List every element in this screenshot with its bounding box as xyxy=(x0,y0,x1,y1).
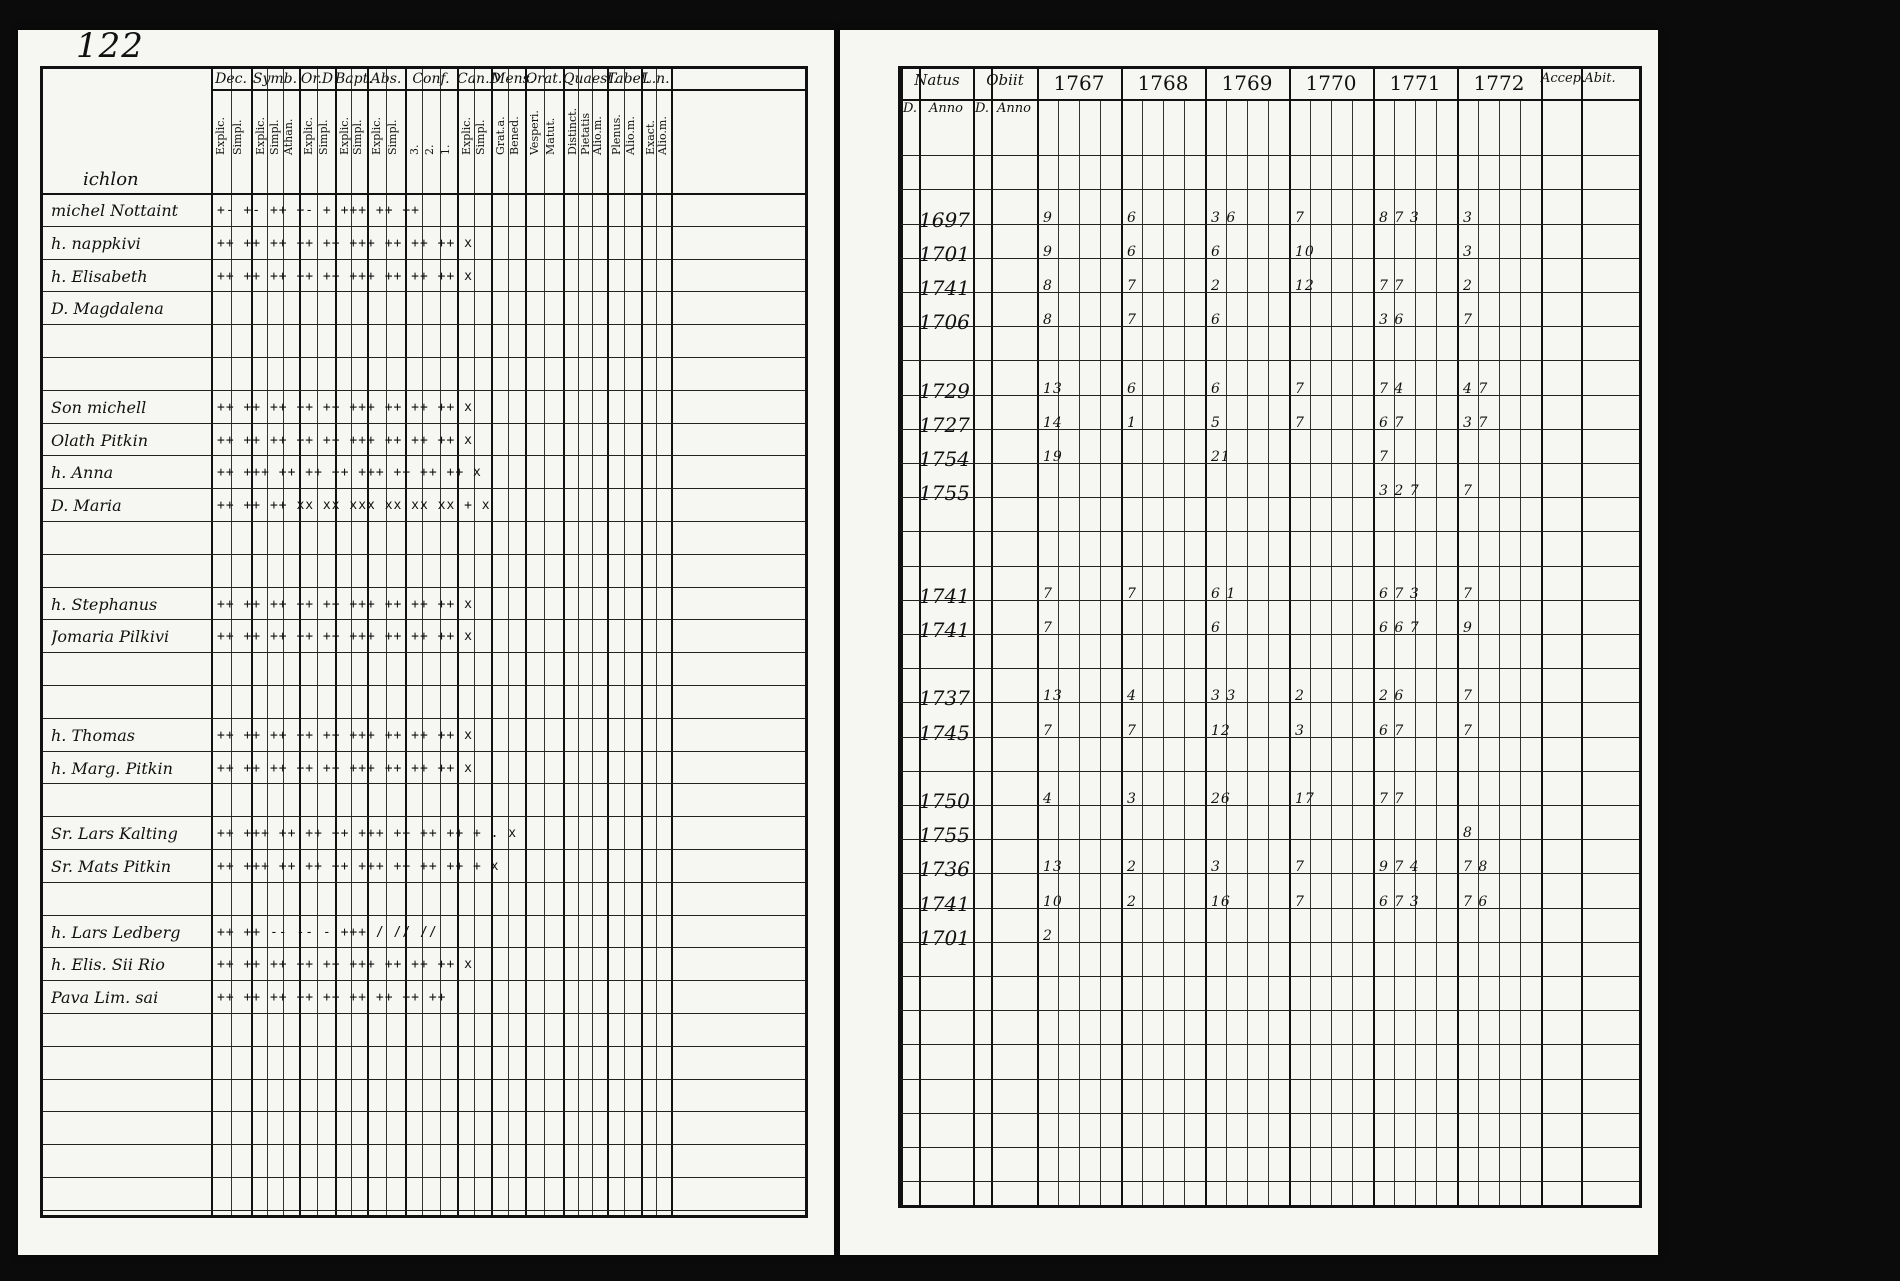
row-rule xyxy=(43,685,805,686)
year-sub-divider xyxy=(1142,99,1143,1205)
column-subheader: Explic. xyxy=(302,117,315,155)
attendance-value: 9 xyxy=(1043,209,1053,226)
row-rule xyxy=(43,849,805,850)
year-sub-divider xyxy=(1163,99,1164,1205)
column-divider xyxy=(525,69,527,1215)
birth-year: 1741 xyxy=(919,583,970,608)
attendance-value: 6 xyxy=(1211,243,1221,260)
attendance-value: 7 xyxy=(1379,449,1389,465)
person-name: Jomaria Pilkivi xyxy=(51,627,170,647)
attendance-value: 19 xyxy=(1043,449,1063,465)
row-rule xyxy=(43,291,805,292)
attendance-value: 7 xyxy=(1043,585,1053,602)
column-subheader: Simpl. xyxy=(317,119,330,155)
attendance-value: 8 7 3 xyxy=(1379,209,1420,226)
register-ledger xyxy=(898,66,1642,1208)
column-subheader: Vesperi. xyxy=(528,110,541,155)
person-name: h. Thomas xyxy=(51,725,136,745)
year-header: 1768 xyxy=(1137,71,1189,95)
person-name: Sr. Mats Pitkin xyxy=(51,857,172,876)
attendance-value: 7 xyxy=(1295,209,1305,226)
attendance-value: 9 xyxy=(1043,243,1053,260)
abit-header: Abit. xyxy=(1584,71,1616,86)
attendance-value: 7 8 xyxy=(1463,859,1489,876)
row-rule xyxy=(43,1013,805,1014)
person-name: h. Anna xyxy=(51,463,114,483)
year-sub-divider xyxy=(1415,99,1416,1205)
attendance-value: 3 6 xyxy=(1379,312,1405,329)
person-name: h. Marg. Pitkin xyxy=(51,758,173,778)
row-rule xyxy=(901,463,1639,464)
row-rule xyxy=(43,783,805,784)
row-rule xyxy=(43,423,805,424)
birth-year: 1741 xyxy=(919,618,970,642)
attendance-value: 6 7 3 xyxy=(1379,893,1420,910)
attendance-value: 7 xyxy=(1295,414,1305,431)
column-header: Dec. xyxy=(215,71,247,87)
header-rule xyxy=(43,193,805,195)
row-rule xyxy=(901,1181,1639,1182)
page-number: 122 xyxy=(76,26,144,66)
column-subheader: Exact. xyxy=(644,120,657,155)
year-divider xyxy=(1205,69,1207,1205)
row-rule xyxy=(901,326,1639,327)
row-rule xyxy=(901,702,1639,703)
row-rule xyxy=(43,259,805,260)
exam-marks: ++ ++ ++ ++ ++ +++ ++ ++ ++ x xyxy=(217,432,473,448)
attendance-value: 6 xyxy=(1127,380,1137,397)
column-subheader: Explic. xyxy=(214,117,227,155)
person-name: Son michell xyxy=(51,397,147,417)
attendance-value: 4 xyxy=(1127,688,1137,705)
catechism-ledger xyxy=(40,66,808,1218)
attendance-value: 14 xyxy=(1043,414,1063,431)
attendance-value: 7 xyxy=(1127,278,1137,294)
attendance-value: 3 xyxy=(1463,243,1473,260)
exam-marks: ++ +++ ++ ++ ++ +++ ++ ++ ++ x xyxy=(217,465,482,481)
row-rule xyxy=(43,980,805,981)
column-divider xyxy=(563,69,565,1215)
birth-year: 1706 xyxy=(919,310,970,335)
row-rule xyxy=(43,324,805,325)
row-rule xyxy=(901,771,1639,772)
person-name: Sr. Lars Kalting xyxy=(51,824,178,844)
birth-year: 1701 xyxy=(919,241,970,266)
exam-marks: ++ +++ ++ ++ ++ +++ ++ ++ ++ + x xyxy=(217,859,500,874)
birth-year: 1736 xyxy=(919,857,970,882)
column-divider xyxy=(901,69,903,1205)
attendance-value: 12 xyxy=(1295,278,1315,294)
attendance-value: 7 xyxy=(1127,722,1137,739)
attendance-value: 6 xyxy=(1211,380,1221,397)
attendance-value: 26 xyxy=(1211,791,1231,807)
person-name: h. Stephanus xyxy=(51,594,158,614)
year-sub-divider xyxy=(1226,99,1227,1205)
natus-anno-subheader: Anno xyxy=(929,101,963,116)
row-rule xyxy=(43,947,805,948)
row-rule xyxy=(43,619,805,620)
attendance-value: 4 7 xyxy=(1463,380,1489,397)
birth-year: 1727 xyxy=(919,412,970,437)
attendance-value: 7 xyxy=(1463,483,1473,500)
attendance-value: 7 xyxy=(1295,893,1305,910)
natus-header: Natus xyxy=(914,71,960,89)
sub-divider xyxy=(592,69,593,1215)
column-subheader: 1. xyxy=(438,144,452,155)
person-name: h. Elisabeth xyxy=(51,266,148,286)
attendance-value: 13 xyxy=(1043,688,1063,705)
row-rule xyxy=(901,668,1639,669)
column-subheader: Simpl. xyxy=(351,119,364,155)
row-rule xyxy=(43,1079,805,1080)
attendance-value: 7 xyxy=(1463,688,1473,705)
year-sub-divider xyxy=(1268,99,1269,1205)
column-header: Abs. xyxy=(370,71,402,87)
names-column-header: ichlon xyxy=(83,169,139,190)
attendance-value: 7 xyxy=(1463,585,1473,602)
row-rule xyxy=(901,839,1639,840)
column-divider xyxy=(491,69,493,1215)
year-header: 1771 xyxy=(1389,71,1441,95)
attendance-value: 6 7 xyxy=(1379,722,1405,739)
column-header: Orat. xyxy=(525,71,563,87)
sub-divider xyxy=(624,69,625,1215)
year-divider xyxy=(1037,69,1039,1205)
row-rule xyxy=(901,497,1639,498)
attendance-value: 3 7 xyxy=(1463,414,1489,431)
person-name: Olath Pitkin xyxy=(51,430,149,450)
row-rule xyxy=(901,292,1639,293)
year-header: 1772 xyxy=(1473,71,1525,95)
row-rule xyxy=(43,718,805,719)
row-rule xyxy=(901,634,1639,635)
sub-divider xyxy=(656,69,657,1215)
row-rule xyxy=(43,390,805,391)
attendance-value: 7 xyxy=(1295,859,1305,876)
row-rule xyxy=(901,737,1639,738)
obiit-header: Obiit xyxy=(986,71,1024,89)
column-header: Can.D xyxy=(457,71,501,87)
sub-divider xyxy=(508,69,509,1215)
birth-year: 1697 xyxy=(919,207,970,232)
sub-divider xyxy=(578,69,579,1215)
column-header: Bapt. xyxy=(335,71,373,87)
year-sub-divider xyxy=(1184,99,1185,1205)
exam-marks: ++ ++ ++ ++ ++ +++ ++ ++ ++ x xyxy=(217,629,473,645)
year-header: 1769 xyxy=(1221,71,1273,95)
year-divider xyxy=(1457,69,1459,1205)
year-header: 1770 xyxy=(1305,71,1357,95)
year-sub-divider xyxy=(1058,99,1059,1205)
attendance-value: 3 xyxy=(1127,791,1137,807)
attendance-value: 5 xyxy=(1211,414,1221,431)
year-sub-divider xyxy=(1247,99,1248,1205)
exam-marks: ++ ++ ++ ++ ++ +++ ++ ++ ++ x xyxy=(217,268,473,284)
column-divider xyxy=(1541,69,1543,1205)
year-header: 1767 xyxy=(1053,71,1105,95)
row-rule xyxy=(43,1144,805,1145)
person-name: h. Elis. Sii Rio xyxy=(51,955,165,975)
exam-marks: ++ ++ ++ ++ ++ +++ ++ ++ ++ x xyxy=(217,235,473,251)
row-rule xyxy=(901,429,1639,430)
year-sub-divider xyxy=(1331,99,1332,1205)
birth-year: 1754 xyxy=(919,447,970,471)
attendance-value: 7 xyxy=(1043,620,1053,636)
attendance-value: 7 xyxy=(1127,585,1137,602)
attendance-value: 6 xyxy=(1127,243,1137,260)
row-rule xyxy=(901,258,1639,259)
exam-marks: ++ ++ -- -- - +++ / // // xyxy=(217,924,438,940)
attendance-value: 3 xyxy=(1295,722,1305,739)
row-rule xyxy=(43,488,805,489)
column-subheader: Explic. xyxy=(460,117,473,155)
row-rule xyxy=(901,908,1639,909)
attendance-value: 2 xyxy=(1127,859,1137,876)
column-subheader: Simpl. xyxy=(386,119,399,155)
person-name: D. Magdalena xyxy=(51,299,164,319)
attendance-value: 6 6 7 xyxy=(1379,620,1420,636)
exam-marks: ++ ++ ++ ++ ++ +++ ++ ++ ++ x xyxy=(217,727,473,743)
row-rule xyxy=(901,805,1639,806)
year-sub-divider xyxy=(1499,99,1500,1205)
column-divider xyxy=(607,69,609,1215)
attendance-value: 3 xyxy=(1463,209,1473,226)
birth-year: 1737 xyxy=(919,686,970,711)
row-rule xyxy=(901,566,1639,567)
obiit-anno-subheader: Anno xyxy=(997,101,1031,116)
row-rule xyxy=(901,873,1639,874)
row-rule xyxy=(901,1147,1639,1148)
birth-year: 1755 xyxy=(919,823,970,848)
year-sub-divider xyxy=(1100,99,1101,1205)
exam-marks: ++ +++ ++ ++ ++ +++ ++ ++ ++ + . x xyxy=(217,826,518,842)
attendance-value: 6 xyxy=(1211,312,1221,329)
attendance-value: 3 3 xyxy=(1211,688,1237,705)
column-subheader: Explic. xyxy=(370,117,383,155)
column-divider xyxy=(1581,69,1583,1205)
birth-year: 1745 xyxy=(919,720,970,745)
column-header: Mens. xyxy=(491,71,535,87)
year-sub-divider xyxy=(1079,99,1080,1205)
attendance-value: 2 xyxy=(1043,927,1053,944)
row-rule xyxy=(43,455,805,456)
row-rule xyxy=(43,357,805,358)
row-rule xyxy=(43,1046,805,1047)
row-rule xyxy=(43,882,805,883)
column-header: Symb. xyxy=(252,71,298,87)
attendance-value: 21 xyxy=(1211,449,1231,465)
year-sub-divider xyxy=(1520,99,1521,1205)
person-name: D. Maria xyxy=(51,496,122,516)
birth-year: 1741 xyxy=(919,276,970,300)
row-rule xyxy=(901,1010,1639,1011)
header-rule xyxy=(901,99,1639,101)
attendance-value: 9 xyxy=(1463,620,1473,636)
attendance-value: 13 xyxy=(1043,380,1063,397)
attendance-value: 7 xyxy=(1043,722,1053,739)
exam-marks: ++ ++ ++ ++ ++ ++ ++ ++ ++ xyxy=(217,990,447,1006)
column-divider xyxy=(991,69,993,1205)
column-header: Conf. xyxy=(412,71,450,87)
attendance-value: 6 1 xyxy=(1211,585,1237,602)
attendance-value: 6 7 xyxy=(1379,414,1405,431)
attendance-value: 1 xyxy=(1127,414,1137,431)
column-subheader: Athan. xyxy=(282,118,295,155)
sub-divider xyxy=(544,69,545,1215)
column-divider xyxy=(973,69,975,1205)
row-rule xyxy=(901,224,1639,225)
column-subheader: Simpl. xyxy=(268,119,281,155)
birth-year: 1701 xyxy=(919,925,970,950)
column-subheader: Explic. xyxy=(338,117,351,155)
exam-marks: ++ ++ ++ ++ ++ +++ ++ ++ ++ x xyxy=(217,596,473,612)
year-divider xyxy=(1289,69,1291,1205)
row-rule xyxy=(901,942,1639,943)
row-rule xyxy=(901,155,1639,156)
year-sub-divider xyxy=(1478,99,1479,1205)
natus-d-subheader: D. xyxy=(902,101,918,116)
row-rule xyxy=(43,226,805,227)
birth-year: 1729 xyxy=(919,378,970,403)
attendance-value: 7 6 xyxy=(1463,893,1489,910)
row-rule xyxy=(43,521,805,522)
row-rule xyxy=(43,1111,805,1112)
person-name: michel Nottaint xyxy=(51,201,179,220)
exam-marks: ++ ++ ++ xx xx xxx xx xx xx + x xyxy=(217,498,491,514)
header-rule xyxy=(211,89,805,91)
attendance-value: 7 7 xyxy=(1379,278,1405,294)
exam-marks: ++ ++ ++ ++ ++ +++ ++ ++ ++ x xyxy=(217,399,473,415)
column-subheader: Distinct. xyxy=(566,107,579,155)
column-subheader: Simpl. xyxy=(231,119,244,155)
row-rule xyxy=(43,1177,805,1178)
row-rule xyxy=(901,1044,1639,1045)
column-subheader: Bened. xyxy=(508,116,521,155)
row-rule xyxy=(43,1210,805,1211)
sub-divider xyxy=(474,69,475,1215)
year-sub-divider xyxy=(1310,99,1311,1205)
attendance-value: 4 xyxy=(1043,791,1053,807)
birth-year: 1755 xyxy=(919,481,970,506)
attendance-value: 10 xyxy=(1043,893,1063,910)
column-subheader: 2. xyxy=(423,144,437,155)
obiit-d-subheader: D. xyxy=(974,101,990,116)
row-rule xyxy=(43,751,805,752)
person-name: h. Lars Ledberg xyxy=(51,922,181,942)
row-rule xyxy=(43,816,805,817)
attendance-value: 8 xyxy=(1043,312,1053,329)
attendance-value: 9 7 4 xyxy=(1379,859,1420,876)
attendance-value: 6 7 3 xyxy=(1379,585,1420,602)
attendance-value: 7 xyxy=(1463,312,1473,329)
attendance-value: 7 xyxy=(1127,312,1137,329)
attendance-value: 2 xyxy=(1295,688,1305,705)
year-sub-divider xyxy=(1352,99,1353,1205)
attendance-value: 2 6 xyxy=(1379,688,1405,705)
column-subheader: Explic. xyxy=(254,117,267,155)
attendance-value: 6 xyxy=(1211,620,1221,636)
exam-marks: ++ ++ ++ ++ ++ +++ ++ ++ ++ x xyxy=(217,760,473,776)
row-rule xyxy=(43,554,805,555)
attendance-value: 8 xyxy=(1463,825,1473,842)
column-subheader: Simpl. xyxy=(474,119,487,155)
column-header: Or.D xyxy=(300,71,334,87)
column-subheader: 3. xyxy=(408,144,421,155)
exam-marks: ++ ++ ++ ++ ++ +++ ++ ++ ++ x xyxy=(217,957,473,973)
row-rule xyxy=(901,976,1639,977)
row-rule xyxy=(43,587,805,588)
attendance-value: 3 6 xyxy=(1211,209,1237,226)
column-header: Tabel. xyxy=(607,71,650,87)
column-header: Quaest. xyxy=(563,71,618,87)
person-name: h. nappkivi xyxy=(51,233,141,253)
year-divider xyxy=(1121,69,1123,1205)
accep-header: Accep. xyxy=(1541,71,1586,86)
row-rule xyxy=(901,531,1639,532)
row-rule xyxy=(43,915,805,916)
left-page xyxy=(18,26,834,1255)
column-subheader: Plenus. xyxy=(610,114,623,155)
birth-year: 1741 xyxy=(919,891,970,916)
attendance-value: 2 xyxy=(1127,893,1137,910)
column-subheader: Alio.m. xyxy=(624,116,637,155)
attendance-value: 12 xyxy=(1211,722,1231,739)
column-divider xyxy=(671,69,673,1215)
row-rule xyxy=(901,360,1639,361)
birth-year: 1750 xyxy=(919,789,970,813)
attendance-value: 3 2 7 xyxy=(1379,483,1420,500)
attendance-value: 2 xyxy=(1463,278,1473,294)
exam-marks: +- +- ++ +- + +++ ++ ++ xyxy=(217,203,421,218)
attendance-value: 2 xyxy=(1211,278,1221,294)
column-subheader: Matut. xyxy=(544,117,557,155)
column-subheader: Alio.m. xyxy=(591,116,605,155)
attendance-value: 17 xyxy=(1295,791,1315,807)
attendance-value: 3 xyxy=(1211,859,1221,876)
row-rule xyxy=(901,600,1639,601)
attendance-value: 7 xyxy=(1463,722,1473,739)
attendance-value: 13 xyxy=(1043,859,1063,876)
attendance-value: 7 xyxy=(1295,380,1305,397)
row-rule xyxy=(901,189,1639,190)
row-rule xyxy=(43,652,805,653)
attendance-value: 10 xyxy=(1295,243,1315,260)
column-subheader: Pietatis xyxy=(578,113,592,155)
row-rule xyxy=(901,1079,1639,1080)
row-rule xyxy=(901,1113,1639,1114)
column-subheader: Grat.a. xyxy=(494,116,507,155)
attendance-value: 7 4 xyxy=(1379,380,1405,397)
person-name: Pava Lim. sai xyxy=(51,988,159,1008)
attendance-value: 6 xyxy=(1127,209,1137,226)
row-rule xyxy=(901,395,1639,396)
column-divider xyxy=(641,69,643,1215)
year-sub-divider xyxy=(1394,99,1395,1205)
right-page xyxy=(840,30,1658,1255)
attendance-value: 16 xyxy=(1211,893,1231,910)
attendance-value: 8 xyxy=(1043,278,1053,294)
column-header: L.n. xyxy=(642,71,670,87)
column-subheader: Alio.m. xyxy=(656,116,669,155)
attendance-value: 7 7 xyxy=(1379,791,1405,807)
year-divider xyxy=(1373,69,1375,1205)
year-sub-divider xyxy=(1436,99,1437,1205)
